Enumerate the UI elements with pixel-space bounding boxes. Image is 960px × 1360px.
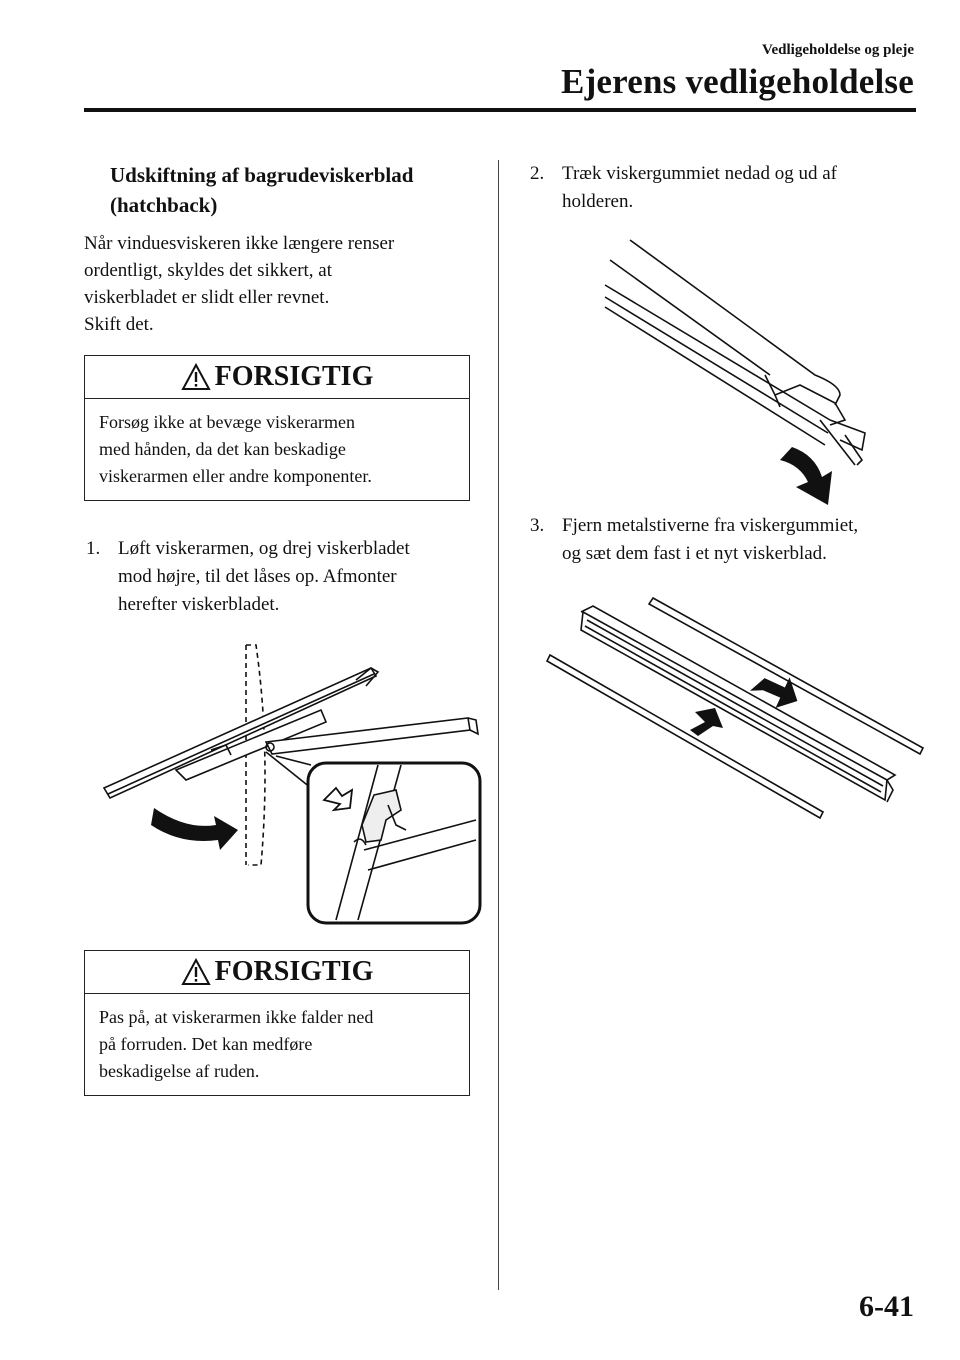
wiper-rubber-removal-illustration (600, 235, 880, 510)
intro-line: Når vinduesviskeren ikke længere renser (84, 233, 395, 254)
caution-box (84, 950, 470, 1096)
wiper-blade-removal-illustration (96, 630, 486, 930)
column-divider (498, 160, 499, 1290)
chapter-title: Ejerens vedligeholdelse (561, 62, 914, 101)
caution-line: på forruden. Det kan medføre (99, 1034, 313, 1054)
caution-line: med hånden, da det kan beskadige (99, 439, 346, 459)
zoom-detail (308, 763, 480, 923)
intro-line: Skift det. (84, 314, 154, 335)
step-text (118, 535, 486, 619)
caution-box (84, 355, 470, 501)
step-line: holderen. (562, 191, 634, 212)
arrow-icon (780, 447, 832, 505)
step-3 (530, 512, 950, 568)
caution-line: beskadigelse af ruden. (99, 1061, 260, 1081)
caution-title-row (85, 356, 469, 399)
metal-stiffener-illustration (545, 590, 935, 820)
subheading-line: Udskiftning af bagrudeviskerblad (110, 163, 414, 187)
step-text (562, 160, 930, 216)
intro-paragraph (84, 230, 474, 338)
caution-line: viskerarmen eller andre komponenter. (99, 466, 372, 486)
caution-line: Forsøg ikke at bevæge viskerarmen (99, 412, 355, 432)
step-number: 2. (530, 163, 545, 184)
caution-title: FORSIGTIG (214, 956, 374, 987)
step-number: 1. (86, 538, 101, 559)
caution-body (85, 994, 469, 1085)
warning-triangle-icon (181, 363, 211, 391)
step-text (562, 512, 950, 568)
step-line: Fjern metalstiverne fra viskergummiet, (562, 515, 859, 536)
caution-title: FORSIGTIG (214, 361, 374, 392)
step-line: Løft viskerarmen, og drej viskerbladet (118, 538, 410, 559)
step-1 (86, 535, 486, 619)
caution-title-row (85, 951, 469, 994)
warning-triangle-icon (181, 958, 211, 986)
section-title: Vedligeholdelse og pleje (762, 42, 914, 58)
step-line: Træk viskergummiet nedad og ud af (562, 163, 837, 184)
subheading-line: (hatchback) (110, 193, 218, 217)
caution-body (85, 399, 469, 490)
intro-line: ordentligt, skyldes det sikkert, at (84, 260, 333, 281)
step-number: 3. (530, 515, 545, 536)
arrow-icon (690, 708, 723, 736)
step-2 (530, 160, 930, 216)
arrow-icon (151, 808, 238, 850)
intro-line: viskerbladet er slidt eller revnet. (84, 287, 330, 308)
subheading (110, 160, 470, 220)
page-number: 6-41 (859, 1290, 914, 1323)
step-line: og sæt dem fast i et nyt viskerblad. (562, 543, 827, 564)
header-rule (84, 108, 916, 112)
caution-line: Pas på, at viskerarmen ikke falder ned (99, 1007, 374, 1027)
step-line: herefter viskerbladet. (118, 594, 280, 615)
arrow-icon (750, 677, 798, 709)
step-line: mod højre, til det låses op. Afmonter (118, 566, 397, 587)
